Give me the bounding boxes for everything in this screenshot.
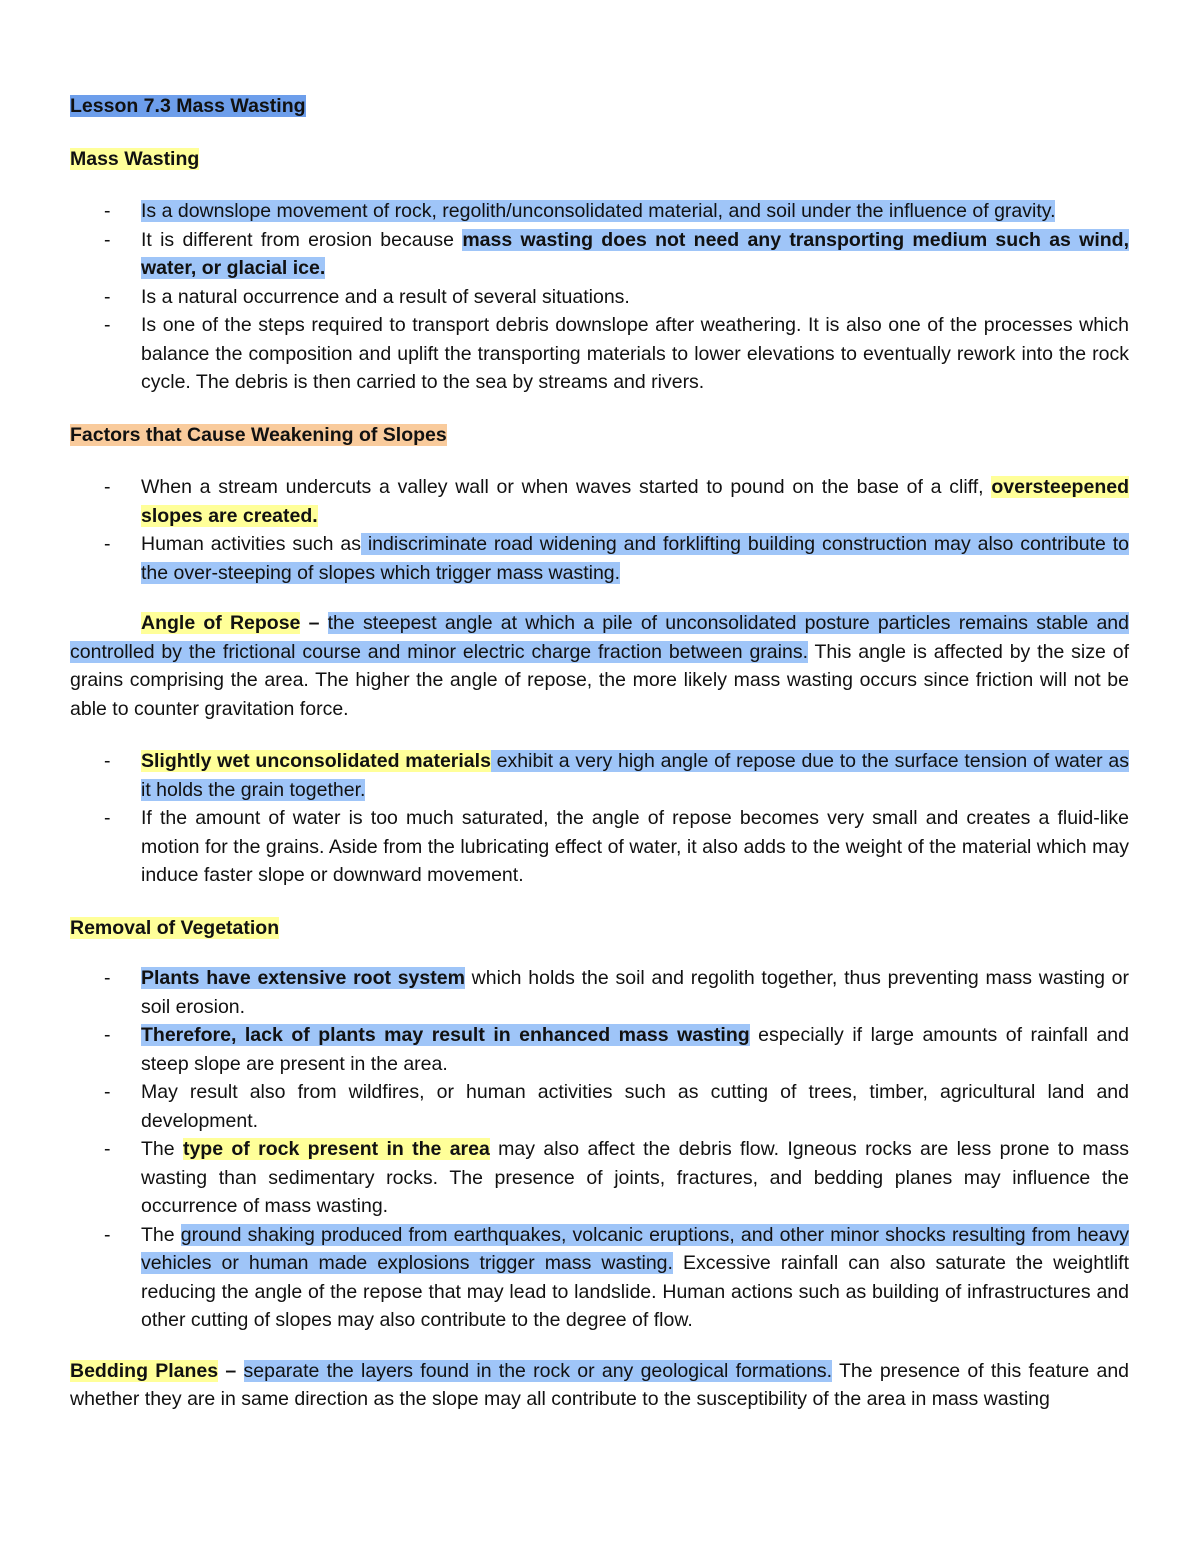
list-item: - Is a downslope movement of rock, regolith/unconsolidated material, and soil under the influence of gravity. [70,197,1129,226]
angle-of-repose-paragraph: Angle of Repose – the steepest angle at which a pile of unconsolidated posture particles remains stable and controlled by the frictional course and minor electric charge fraction between grains. This angle is affected by the size of grains comprising the area. The higher the angle of repose, the more likely mass wasting occurs since friction will not be able to counter gravitation force. [70,612,1129,720]
list-item: - Is one of the steps required to transport debris downslope after weathering. It is also one of the processes which balance the composition and uplift the transporting materials to lower elevations to eventually rework into the rock cycle. The debris is then carried to the sea by streams and rivers. [70,311,1129,397]
list-item: - Therefore, lack of plants may result in enhanced mass wasting especially if large amounts of rainfall and steep slope are present in the area. [70,1021,1129,1078]
list-item: - Is a natural occurrence and a result of several situations. [70,283,1129,312]
list-item: - When a stream undercuts a valley wall or when waves started to pound on the base of a cliff, oversteepened slopes are created. [70,473,1129,530]
repose-list [70,747,1129,890]
page-title: Lesson 7.3 Mass Wasting [70,95,306,117]
mass-wasting-list [70,197,1129,397]
list-item: - The ground shaking produced from earthquakes, volcanic eruptions, and other minor shocks resulting from heavy vehicles or human made explosions trigger mass wasting. Excessive rainfall can also saturate the weightlift reducing the angle of the repose that may lead to landslide. Human actions such as building of infrastructures and other cutting of slopes may also contribute to the degree of flow. [70,1221,1129,1335]
document-body [70,92,1129,1414]
section-heading-mass-wasting: Mass Wasting [70,147,200,170]
list-item: - Plants have extensive root system which holds the soil and regolith together, thus preventing mass wasting or soil erosion. [70,964,1129,1021]
section-heading-vegetation: Removal of Vegetation [70,916,280,939]
bedding-planes-paragraph: Bedding Planes – separate the layers found in the rock or any geological formations. The presence of this feature and whether they are in same direction as the slope may all contribute to the susceptibility of the area in mass wasting [70,1359,1130,1410]
vegetation-list [70,964,1129,1335]
list-item: - If the amount of water is too much saturated, the angle of repose becomes very small and creates a fluid-like motion for the grains. Aside from the lubricating effect of water, it also adds to the weight of the material which may induce faster slope or downward movement. [70,804,1129,890]
list-item: - It is different from erosion because mass wasting does not need any transporting medium such as wind, water, or glacial ice. [70,226,1129,283]
list-item: - Slightly wet unconsolidated materials exhibit a very high angle of repose due to the surface tension of water as it holds the grain together. [70,747,1129,804]
list-item: - May result also from wildfires, or human activities such as cutting of trees, timber, agricultural land and development. [70,1078,1129,1135]
section-heading-factors: Factors that Cause Weakening of Slopes [70,423,447,446]
factors-list [70,473,1129,587]
list-item: - The type of rock present in the area may also affect the debris flow. Igneous rocks are less prone to mass wasting than sedimentary rocks. The presence of joints, fractures, and bedding planes may influence the occurrence of mass wasting. [70,1135,1129,1221]
list-item: - Human activities such as indiscriminate road widening and forklifting building construction may also contribute to the over-steeping of slopes which trigger mass wasting. [70,530,1129,587]
